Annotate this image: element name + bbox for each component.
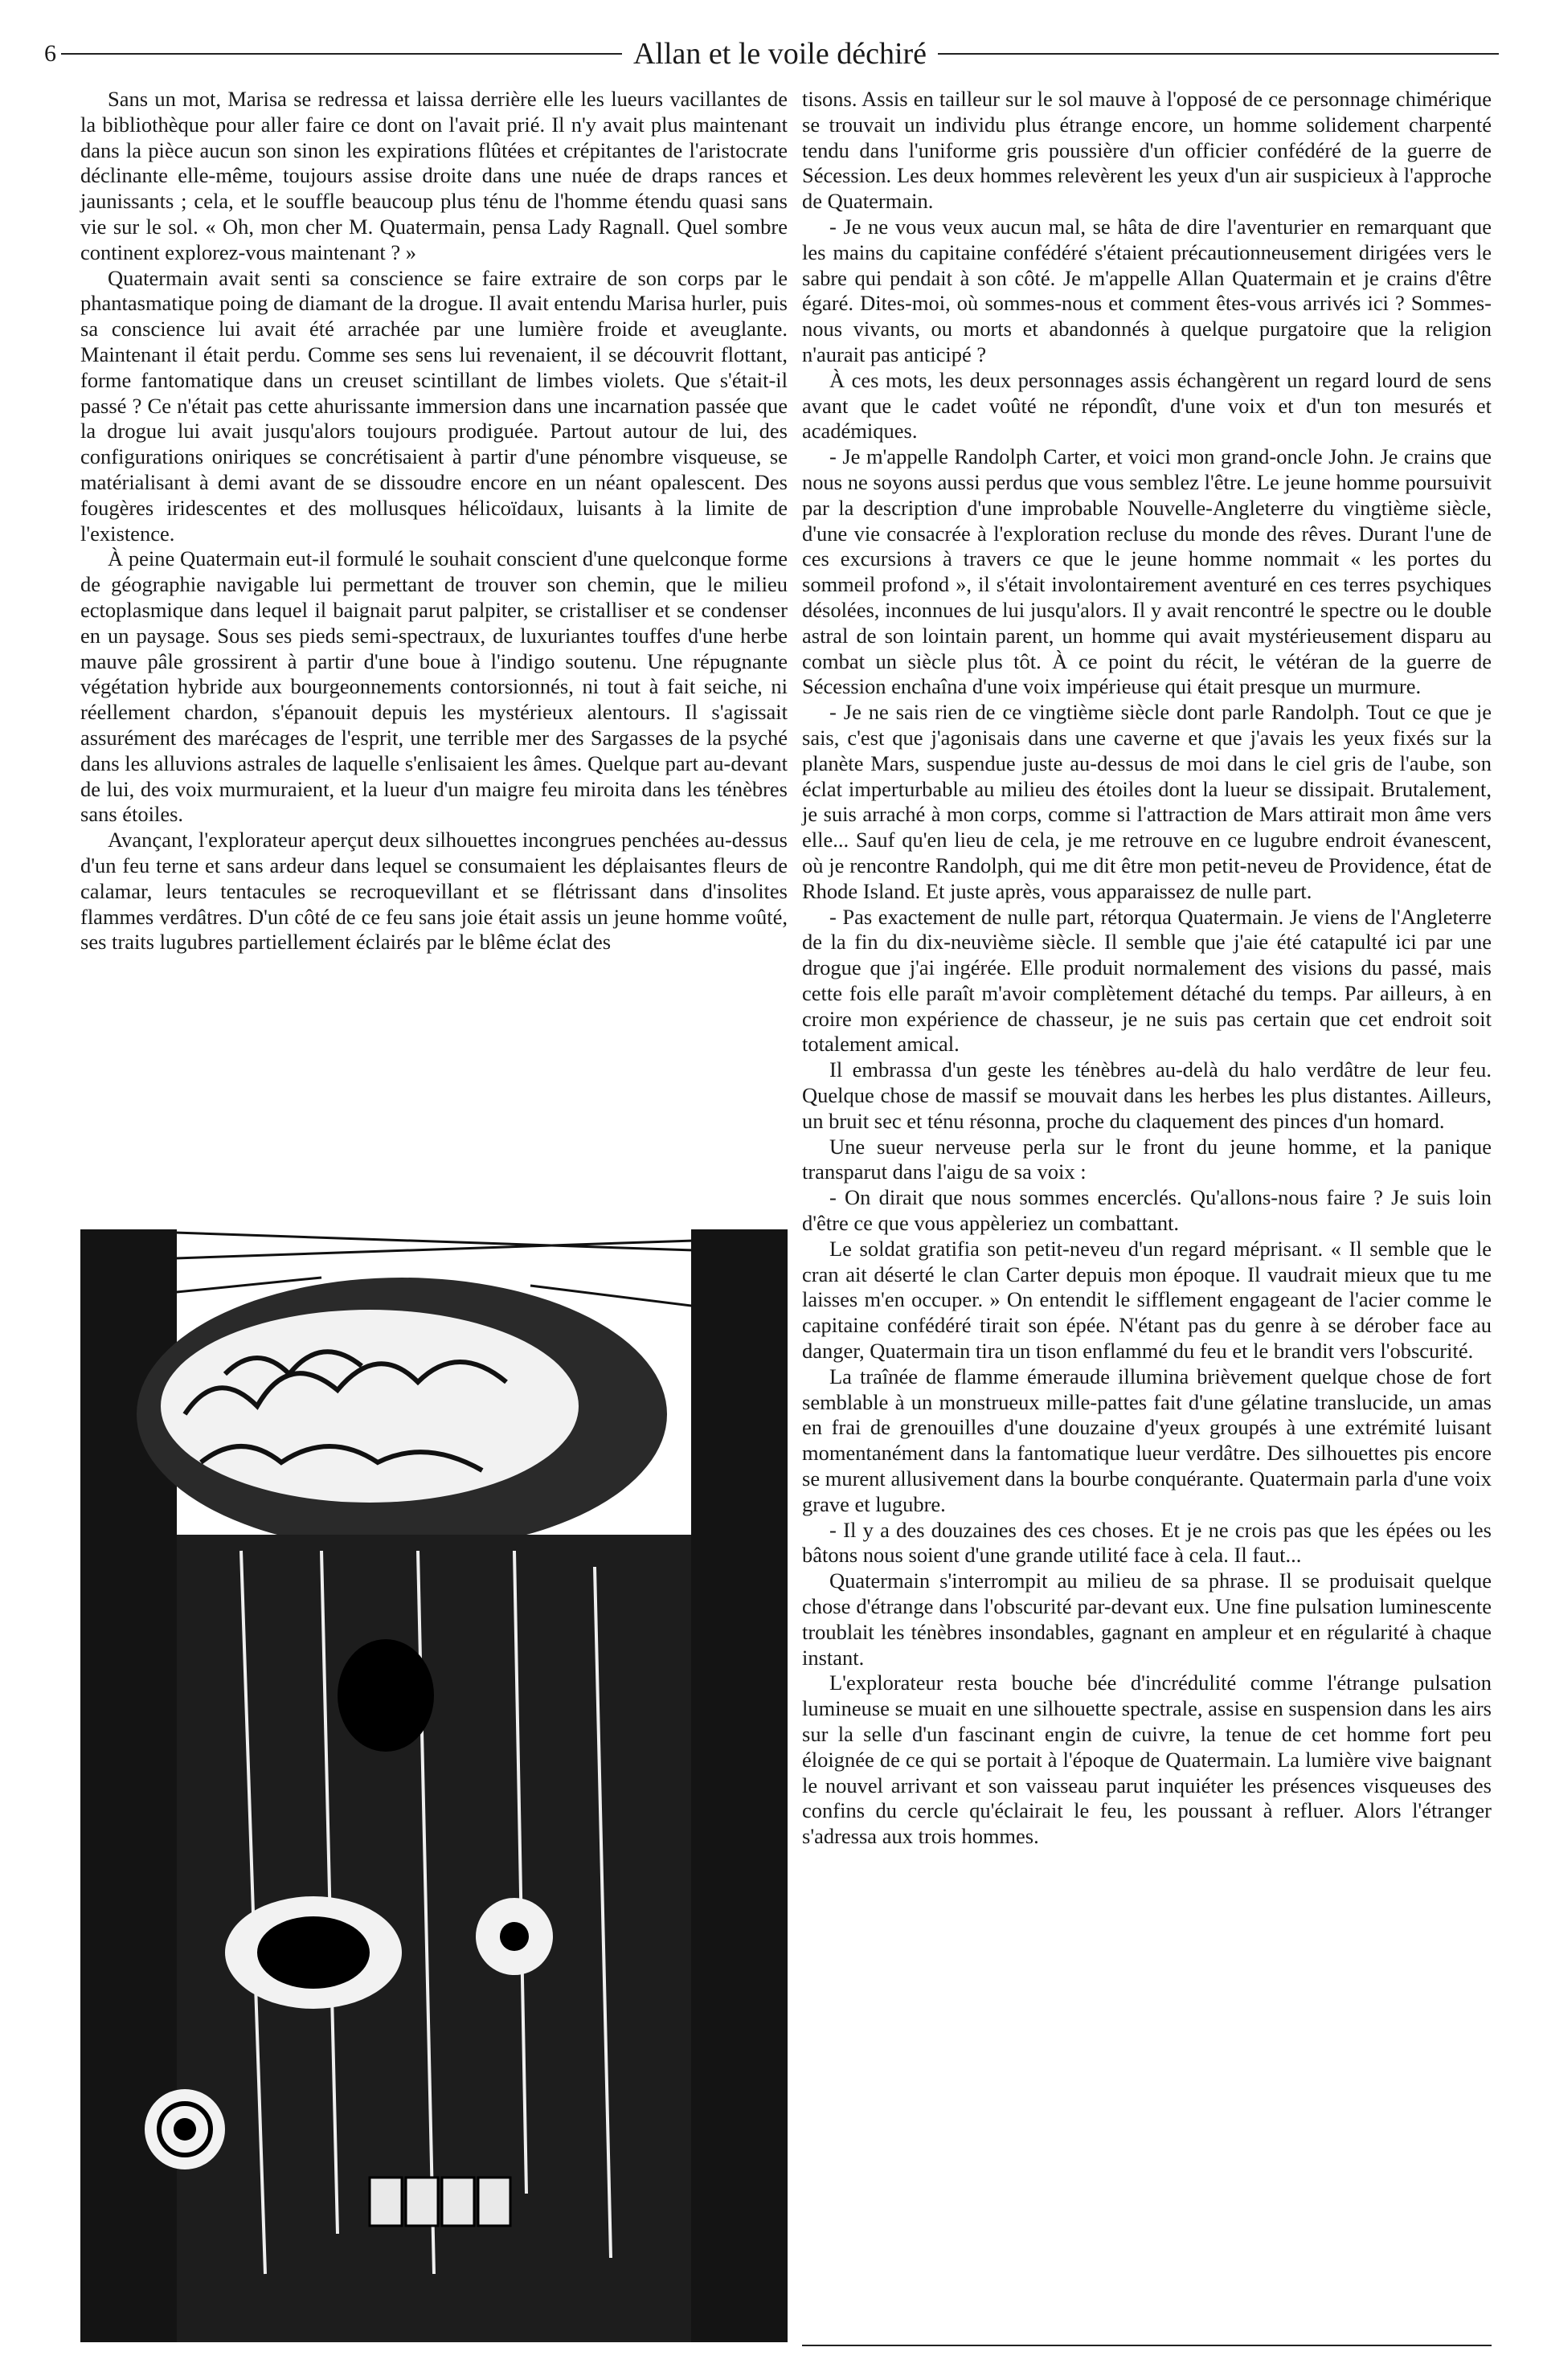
right-column (802, 87, 1492, 1850)
header-rule-left (61, 53, 622, 55)
paragraph: - Je m'appelle Randolph Carter, et voici mon grand-oncle John. Je crains que nous ne soyons aussi perdus que vous semblez l'être. Le jeune homme poursuivit par la description d'une improbable Nouvelle-Angleterre du vingtième siècle, d'une vie consacrée à l'exploration recluse du monde des rêves. Durant l'une de ces excursions à travers ce que le jeune homme nommait « les portes du sommeil profond », il s'était involontairement aventuré en ces terres psychiques désolées, inconnues de lui jusqu'alors. Il y avait rencontré le spectre ou le double astral de son lointain parent, un homme qui avait mystérieusement disparu au combat un siècle plus tôt. À ce point du récit, le vétéran de la guerre de Sécession enchaîna d'une voix impérieuse qui était presque un murmure. (802, 444, 1492, 699)
paragraph: - Je ne sais rien de ce vingtième siècle dont parle Randolph. Tout ce que je sais, c'est que j'agonisais dans une caverne et que j'avais les yeux fixés sur la planète Mars, suspendue juste au-dessus de moi dans le ciel gris de l'aube, son éclat imperturbable au milieu des étoiles dont la lueur se dissipait. Brutalement, je suis arraché à mon corps, comme si l'attraction de Mars attirait mon âme vers elle... Sauf qu'en lieu de cela, je me retrouve en ce lugubre endroit évanescent, où je rencontre Randolph, qui me dit être mon petit-neveu de Providence, état de Rhode Island. Et juste après, vous apparaissez de nulle part. (802, 700, 1492, 903)
paragraph: Il embrassa d'un geste les ténèbres au-delà du halo verdâtre de leur feu. Quelque chose de massif se mouvait dans les herbes les plus distantes. Ailleurs, un bruit sec et ténu résonna, proche du claquement des pinces d'un homard. (802, 1057, 1492, 1133)
paragraph: Une sueur nerveuse perla sur le front du jeune homme, et la panique transparut dans l'aigu de sa voix : (802, 1134, 1492, 1184)
page-number: 6 (44, 40, 56, 67)
header-rule-right (938, 53, 1499, 55)
paragraph: Sans un mot, Marisa se redressa et laissa derrière elle les lueurs vacillantes de la bibliothèque pour aller faire ce dont on l'avait prié. Il n'y avait plus maintenant dans la pièce aucun son sinon les expirations flûtées et crépitantes de l'aristocrate déclinante elle-même, toujours assise droite dans une nuée de draps rances et jaunissants ; cela, et le souffle beaucoup plus ténu de l'homme étendu quasi sans vie sur le sol. « Oh, mon cher M. Quatermain, pensa Lady Ragnall. Quel sombre continent explorez-vous maintenant ? » (80, 87, 788, 264)
paragraph: - Pas exactement de nulle part, rétorqua Quatermain. Je viens de l'Angleterre de la fin du dix-neuvième siècle. Il semble que j'aie été catapulté ici par une drogue que j'ai ingérée. Elle produit normalement des visions du passé, mais cette fois elle paraît m'avoir complètement détaché du temps. Par ailleurs, à en croire mon expérience de chasseur, je ne suis pas certain que cet endroit soit totalement amical. (802, 904, 1492, 1057)
paragraph: Avançant, l'explorateur aperçut deux silhouettes incongrues penchées au-dessus d'un feu terne et sans ardeur dans lequel se consumaient les déplaisantes fleurs de calamar, leurs tentacules se recroquevillant et se flétrissant dans d'insolites flammes verdâtres. D'un côté de ce feu sans joie était assis un jeune homme voûté, ses traits lugubres partiellement éclairés par le blême éclat des (80, 828, 788, 955)
paragraph: tisons. Assis en tailleur sur le sol mauve à l'opposé de ce personnage chimérique se trouvait un individu plus étrange encore, un homme solidement charpenté tendu dans l'uniforme gris poussière d'un officier confédéré de la guerre de Sécession. Les deux hommes relevèrent les yeux d'un air suspicieux à l'approche de Quatermain. (802, 87, 1492, 214)
paragraph: - Je ne vous veux aucun mal, se hâta de dire l'aventurier en remarquant que les mains du capitaine confédéré s'étaient précautionneusement dirigées vers le sabre qui pendait à son côté. Je m'appelle Allan Quatermain et je crains d'être égaré. Dites-moi, où sommes-nous et comment êtes-vous arrivés ici ? Sommes-nous vivants, ou morts et abandonnés à quelque purgatoire que la religion n'aurait pas anticipé ? (802, 214, 1492, 366)
paragraph: L'explorateur resta bouche bée d'incrédulité comme l'étrange pulsation lumineuse se muait en une silhouette spectrale, assise en suspension dans les airs sur la selle d'un fascinant engin de cuivre, la tenue de cet homme fort peu éloignée de ce qui se portait à l'époque de Quatermain. La lumière vive baignant le nouvel arrivant et son vaisseau parut inquiéter les présences visqueuses des confins du cercle qu'éclairait le feu, les poussant à refluer. Alors l'étranger s'adressa aux trois hommes. (802, 1670, 1492, 1849)
running-title: Allan et le voile déchiré (632, 37, 927, 71)
paragraph: La traînée de flamme émeraude illumina brièvement quelque chose de fort semblable à un monstrueux mille-pattes fait d'une gélatine translucide, un amas en frai de grenouilles d'une douzaine d'yeux groupés à une extrémité luisant momentanément dans la fantomatique lueur verdâtre. Des silhouettes pis encore se murent allusivement dans la bourbe conquérante. Quatermain parla d'une voix grave et lugubre. (802, 1364, 1492, 1516)
paragraph: - On dirait que nous sommes encerclés. Qu'allons-nous faire ? Je suis loin d'être ce que vous appèleriez un combattant. (802, 1185, 1492, 1236)
bottom-rule (802, 2345, 1492, 2346)
decaying-face-illustration (80, 1229, 788, 2342)
paragraph: À peine Quatermain eut-il formulé le souhait conscient d'une quelconque forme de géographie navigable lui permettant de trouver son chemin, que le milieu ectoplasmique dans lequel il baignait parut palpiter, se cristalliser et se condenser en un paysage. Sous ses pieds semi-spectraux, de luxuriantes touffes d'une herbe mauve pâle grossirent à partir d'une boue à l'indigo soutenu. Une répugnante végétation hybride aux bourgeonnements contorsionnés, ni tout à fait seiche, ni réellement chardon, s'épanouit depuis les mystérieux alentours. Il s'agissait assurément des marécages de l'esprit, une terrible mer des Sargasses de la psyché dans les alluvions astrales de laquelle s'enlisaient les âmes. Quelque part au-devant de lui, des voix murmuraient, et la lueur d'un maigre feu miroita dans les ténèbres sans étoiles. (80, 546, 788, 827)
left-column (80, 87, 788, 955)
paragraph: Quatermain s'interrompit au milieu de sa phrase. Il se produisait quelque chose d'étrange dans l'obscurité par-devant eux. Une fine pulsation luminescente troublait les ténèbres insondables, gagnant en ampleur et en régularité à chaque instant. (802, 1568, 1492, 1670)
paragraph: À ces mots, les deux personnages assis échangèrent un regard lourd de sens avant que le cadet voûté ne répondît, d'une voix et d'un ton mesurés et académiques. (802, 367, 1492, 444)
paragraph: - Il y a des douzaines des ces choses. Et je ne crois pas que les épées ou les bâtons nous soient d'une grande utilité face à cela. Il faut... (802, 1517, 1492, 1568)
paragraph: Quatermain avait senti sa conscience se faire extraire de son corps par le phantasmatique poing de diamant de la drogue. Il avait entendu Marisa hurler, puis sa conscience lui avait été arrachée par une lumière froide et aveuglante. Maintenant il était perdu. Comme ses sens lui revenaient, il se découvrit flottant, forme fantomatique dans un creuset scintillant de limbes violets. Que s'était-il passé ? Ce n'était pas cette ahurissante immersion dans une incarnation passée que la drogue lui avait jusqu'alors toujours prodiguée. Partout autour de lui, des configurations oniriques se concrétisaient à partir d'une pénombre visqueuse, se matérialisant à demi avant de se dissoudre encore en un néant opalescent. Des fougères iridescentes et des mollusques hélicoïdaux, luisants à la limite de l'existence. (80, 265, 788, 546)
paragraph: Le soldat gratifia son petit-neveu d'un regard méprisant. « Il semble que le cran ait déserté le clan Carter depuis mon époque. Il vaudrait mieux que tu me laisses m'en occuper. » On entendit le sifflement engageant de l'acier comme le capitaine confédéré tirait son épée. N'étant pas du genre à se dérober face au danger, Quatermain tira un tison enflammé du feu et le brandit vers l'obscurité. (802, 1236, 1492, 1364)
ink-illustration (80, 1229, 788, 2342)
page-header (44, 34, 1499, 74)
